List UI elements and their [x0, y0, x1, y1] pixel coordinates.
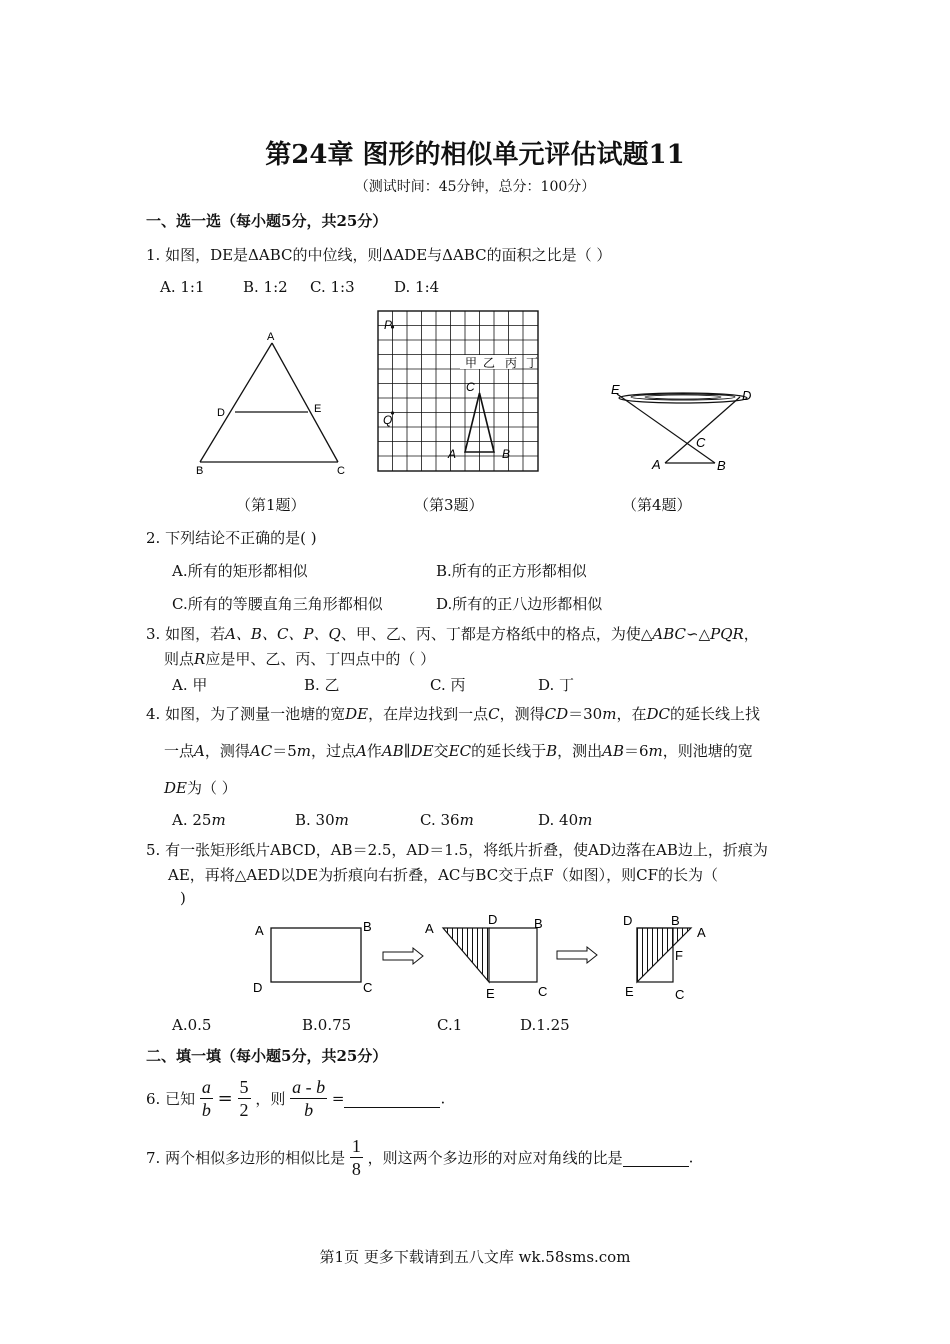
- question-4-line-1: 4. 如图，为了测量一池塘的宽DE，在岸边找到一点C，测得CD＝30m，在DC的延长线上找: [146, 705, 760, 723]
- question-4-line-2: 一点A，测得AC＝5m，过点A作AB∥DE交EC的延长线于B，测出AB＝6m，则池塘的宽: [164, 742, 753, 760]
- fig5-label-d3: D: [623, 913, 633, 928]
- q3-text-b: 、甲、乙、丙、丁都是方格纸中的格点，为使△: [340, 625, 653, 643]
- fig1-label-b: B: [196, 465, 204, 477]
- question-1-text: 1. 如图，DE是ΔABC的中位线，则ΔADE与ΔABC的面积之比是（ ）: [146, 246, 612, 264]
- q3-r: R: [194, 650, 206, 668]
- fig1-label-c: C: [337, 465, 345, 477]
- fig5-label-b3: B: [671, 913, 680, 928]
- fig4-label-b: B: [717, 458, 726, 473]
- question-5-option-c: C.1: [437, 1016, 463, 1034]
- fig5-label-d1: D: [253, 980, 263, 995]
- question-6: 6. 已知 $\frac{a}{b}$ = $\frac{5}{2}$ ，则 $\frac{a - b}{b}$ = .: [146, 1077, 446, 1120]
- fig5-label-a2: A: [425, 921, 434, 936]
- fig3-label-ding: 丁: [526, 356, 539, 370]
- q3-pqr: PQR: [710, 625, 744, 643]
- figure-4-caption: （第4题）: [622, 496, 692, 514]
- fig1-label-e: E: [314, 403, 322, 415]
- q3-text-d: 则点: [164, 650, 195, 668]
- fig5-label-a3: A: [697, 925, 706, 940]
- fig5-label-a1: A: [255, 923, 264, 938]
- question-4-option-c: C. 36m: [420, 811, 474, 829]
- fig3-label-p: P: [384, 318, 393, 332]
- fig4-label-e: E: [611, 382, 620, 397]
- q3-abc: ABC: [652, 625, 686, 643]
- figure-5-folding: [245, 908, 725, 1008]
- fig5-label-e2: E: [486, 986, 495, 1001]
- figure-1-triangle: [180, 325, 360, 480]
- q3-text-e: 应是甲、乙、丙、丁四点中的（ ）: [205, 650, 436, 668]
- page-title: 第24章 图形的相似单元评估试题11: [265, 140, 685, 170]
- q6-fraction-1: $\frac{a}{b}$: [201, 1077, 211, 1120]
- question-4-option-d: D. 40m: [538, 811, 593, 829]
- question-5-line-2: AE，再将△AED以DE为折痕向右折叠，AC与BC交于点F（如图），则CF的长为（: [168, 866, 718, 884]
- question-5-option-b: B.0.75: [302, 1016, 352, 1034]
- question-1-option-d: D. 1:4: [394, 278, 440, 296]
- fig3-label-c: C: [466, 380, 475, 394]
- figure-3-caption: （第3题）: [414, 496, 484, 514]
- question-3-option-d: D. 丁: [538, 676, 575, 694]
- fig5-label-d2: D: [488, 912, 498, 927]
- q3-text-c: ，: [743, 625, 759, 643]
- fig3-label-a: A: [448, 447, 457, 461]
- fig5-label-c1: C: [363, 980, 373, 995]
- question-5-option-d: D.1.25: [520, 1016, 570, 1034]
- question-3-option-c: C. 丙: [430, 676, 466, 694]
- fig5-label-e3: E: [625, 984, 634, 999]
- q3-text-a: 3. 如图，若: [146, 625, 226, 643]
- fig3-label-jia: 甲: [465, 356, 478, 370]
- q3-points: A、B、C、P、Q: [225, 625, 341, 643]
- question-2-option-c: C.所有的等腰直角三角形都相似: [172, 595, 383, 613]
- fig3-label-bing: 丙: [505, 356, 518, 370]
- q6-fraction-2: $\frac{5}{2}$: [239, 1077, 249, 1120]
- question-2-option-a: A.所有的矩形都相似: [172, 562, 308, 580]
- question-1-option-b: B. 1:2: [243, 278, 288, 296]
- question-5-option-a: A.0.5: [172, 1016, 212, 1034]
- fig1-label-a: A: [267, 331, 275, 343]
- question-1-option-a: A. 1:1: [160, 278, 205, 296]
- q6-answer-blank[interactable]: [344, 1089, 440, 1108]
- section-heading-choice: 一、选一选（每小题5分，共25分）: [146, 212, 388, 230]
- question-3-line-2: [164, 648, 435, 669]
- question-7: 7. 两个相似多边形的相似比是 $\frac{1}{8}$ ，则这两个多边形的对应对角线的比是 .: [146, 1136, 694, 1179]
- q3-sim: ∽△: [686, 625, 711, 643]
- q7-answer-blank[interactable]: [623, 1148, 689, 1167]
- question-2-text: 2. 下列结论不正确的是( ): [146, 529, 317, 547]
- fig5-label-b2: B: [534, 916, 543, 931]
- question-4-option-b: B. 30m: [295, 811, 349, 829]
- fig5-label-c3: C: [675, 987, 685, 1002]
- fig5-label-b1: B: [363, 919, 372, 934]
- fig5-label-c2: C: [538, 984, 548, 999]
- fig4-label-c: C: [696, 435, 706, 450]
- figure-3-grid: [370, 305, 550, 480]
- section-heading-fill: 二、填一填（每小题5分，共25分）: [146, 1047, 388, 1065]
- q6-fraction-3: $\frac{a - b}{b}$: [292, 1077, 326, 1120]
- question-3-option-b: B. 乙: [304, 676, 340, 694]
- question-5-line-1: 5. 有一张矩形纸片ABCD，AB＝2.5，AD＝1.5，将纸片折叠，使AD边落在AB边上，折痕为: [146, 841, 768, 859]
- fig3-label-b: B: [502, 447, 511, 461]
- question-4-line-3: DE为（ ）: [164, 779, 237, 797]
- question-2-option-d: D.所有的正八边形都相似: [436, 595, 603, 613]
- question-2-option-b: B.所有的正方形都相似: [436, 562, 587, 580]
- question-3-option-a: A. 甲: [172, 676, 208, 694]
- fig4-label-d: D: [742, 388, 752, 403]
- q7-fraction: $\frac{1}{8}$: [351, 1136, 361, 1179]
- page-footer: 第1页 更多下载请到五八文库 wk.58sms.com: [319, 1248, 631, 1266]
- fig3-label-yi: 乙: [483, 356, 496, 370]
- fig4-label-a: A: [652, 457, 661, 472]
- question-3-line-1: [146, 623, 759, 644]
- question-5-line-3: ): [180, 889, 186, 907]
- fig3-label-q: Q: [383, 413, 393, 427]
- figure-1-caption: （第1题）: [236, 496, 306, 514]
- fig1-label-d: D: [217, 407, 225, 419]
- page-subtitle: （测试时间：45分钟，总分：100分）: [354, 179, 596, 195]
- question-4-option-a: A. 25m: [172, 811, 226, 829]
- fig5-label-f3: F: [675, 948, 683, 963]
- question-1-option-c: C. 1:3: [310, 278, 355, 296]
- figure-4-pond: [605, 375, 765, 480]
